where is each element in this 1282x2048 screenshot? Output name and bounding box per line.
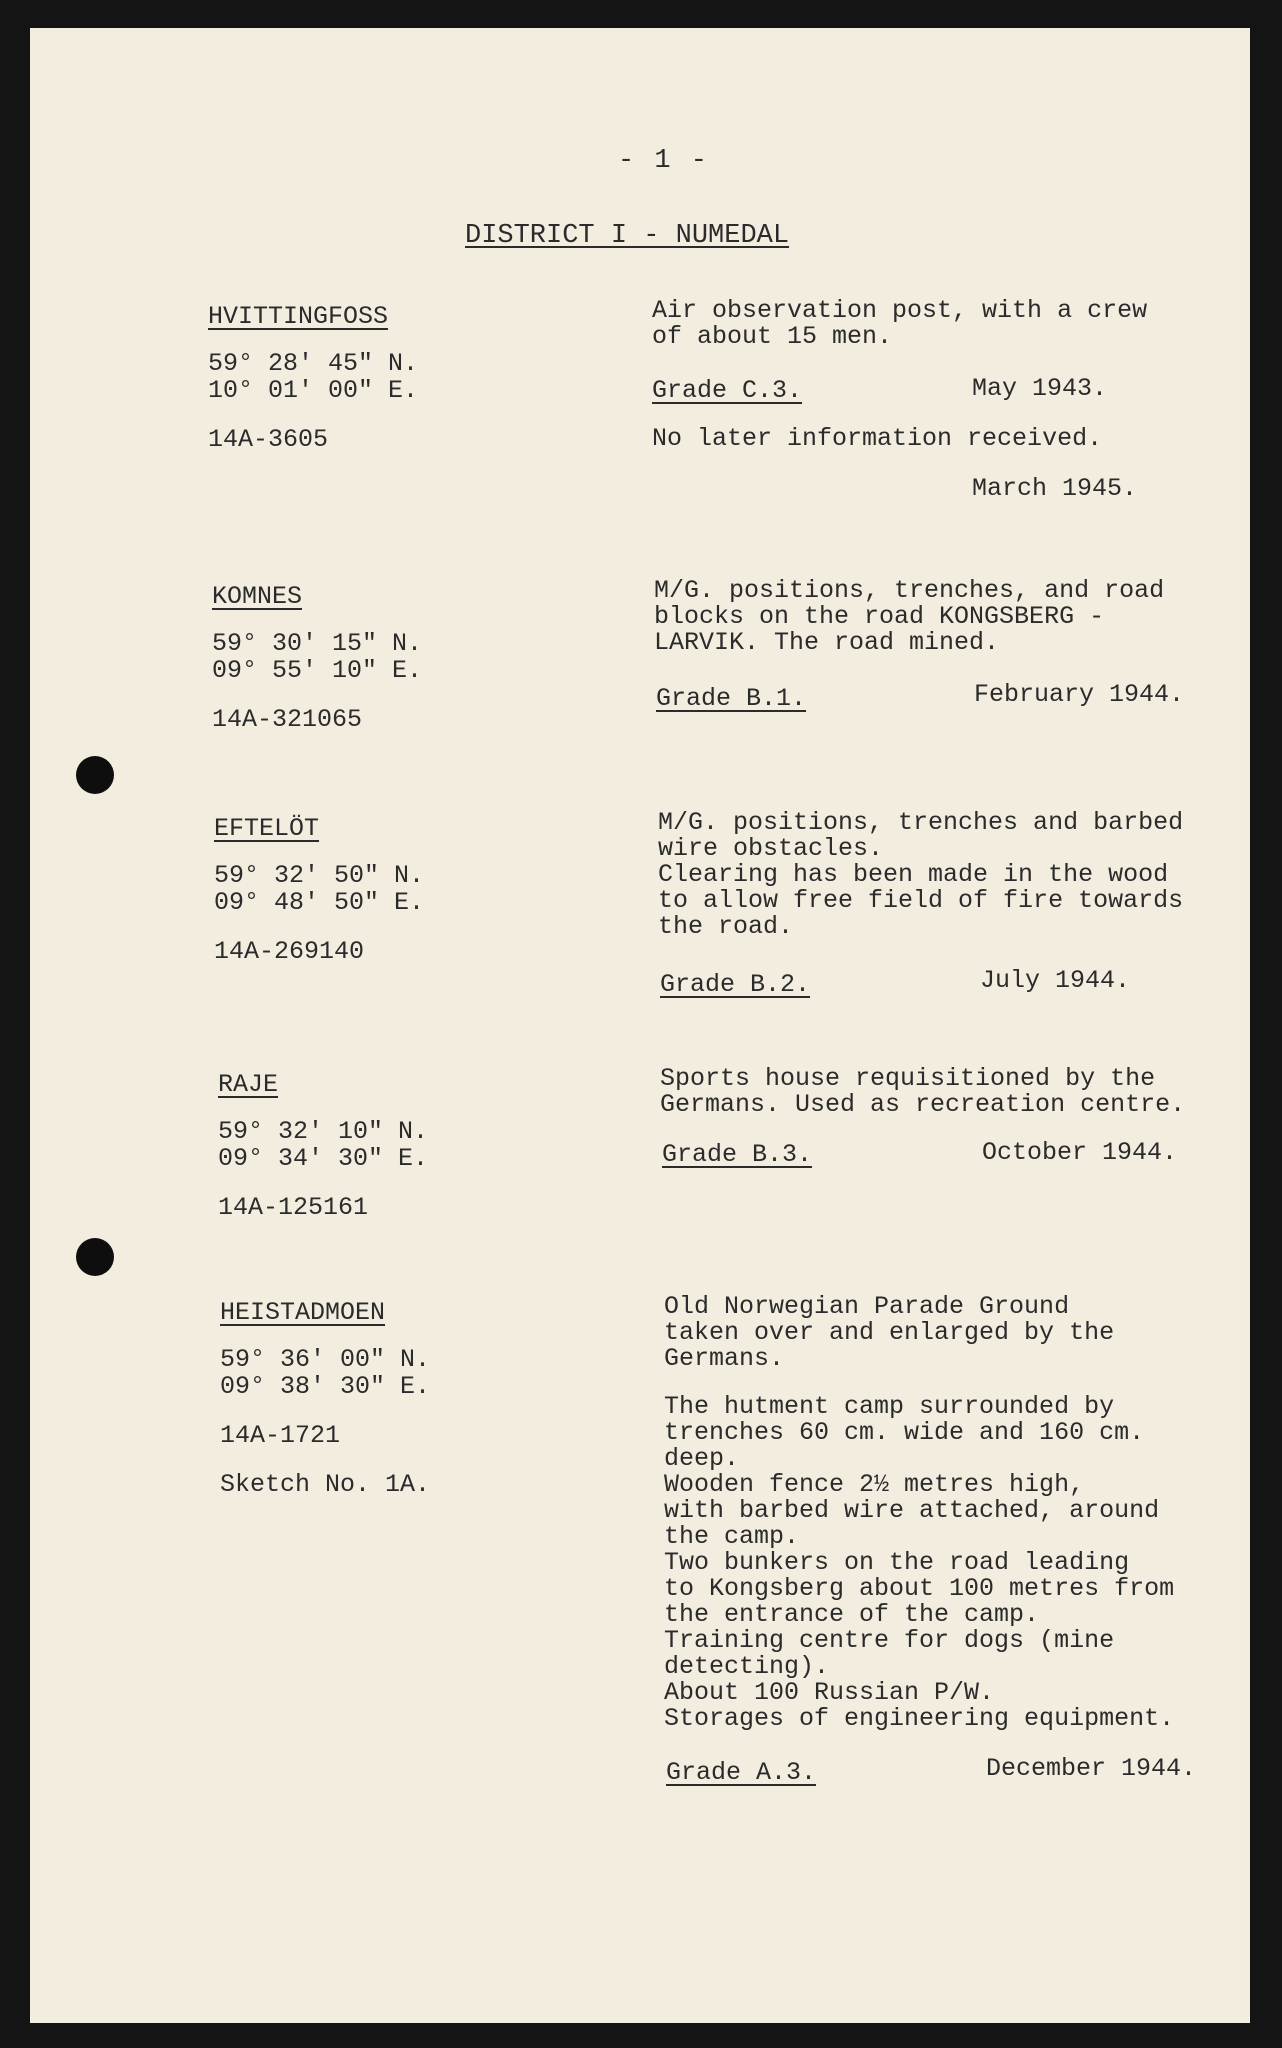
- document-page: [30, 28, 1250, 2023]
- description-text: M/G. positions, trenches and barbed wire obstacles. Clearing has been made in the wood to allow free field of fire towards the road.: [658, 808, 1184, 941]
- entry-description: [652, 298, 1212, 350]
- grade: Grade A.3.: [666, 1758, 817, 1787]
- description-text: Sports house requisitioned by the Germans. Used as recreation centre.: [660, 1064, 1186, 1119]
- grade: Grade B.3.: [662, 1140, 813, 1169]
- punch-hole: [76, 1238, 114, 1276]
- longitude: 09° 34' 30" E.: [218, 1144, 429, 1173]
- grade: Grade B.2.: [660, 970, 811, 999]
- entry-description: [654, 578, 1214, 656]
- place-name: RAJE: [218, 1070, 279, 1099]
- place-name: HEISTADMOEN: [220, 1298, 386, 1327]
- punch-hole: [76, 756, 114, 794]
- entry-description: [664, 1294, 1224, 1372]
- entry-location: [208, 303, 418, 453]
- entry-description-details: [664, 1394, 1224, 1732]
- grade-label: [662, 1140, 812, 1169]
- map-reference: 14A-1721: [220, 1421, 341, 1450]
- entry-date: October 1944.: [982, 1138, 1178, 1167]
- coordinates: [208, 350, 418, 404]
- later-note: [652, 426, 1212, 452]
- place-name: HVITTINGFOSS: [208, 302, 389, 331]
- entry-location: [220, 1299, 430, 1498]
- description-text: Old Norwegian Parade Ground taken over and enlarged by the Germans.: [664, 1292, 1115, 1373]
- grade: Grade B.1.: [656, 684, 807, 713]
- sketch-reference: Sketch No. 1A.: [220, 1470, 431, 1499]
- entry-description: [660, 1066, 1220, 1118]
- grade: Grade C.3.: [652, 376, 803, 405]
- note-date: March 1945.: [972, 474, 1138, 503]
- grade-label: [656, 684, 806, 713]
- entry-location: [212, 583, 422, 733]
- coordinates: [212, 630, 422, 684]
- latitude: 59° 30' 15" N.: [212, 629, 423, 658]
- entry-date: July 1944.: [980, 966, 1131, 995]
- place-name: EFTELÖT: [214, 814, 320, 843]
- note-text: No later information received.: [652, 424, 1103, 453]
- entry-description: [658, 810, 1218, 940]
- longitude: 10° 01' 00" E.: [208, 376, 419, 405]
- description-text: The hutment camp surrounded by trenches 60 cm. wide and 160 cm. deep. Wooden fence 2½ metres high, with barbed wire attached, around the camp. Two bunkers on the road leading to Kongsberg about 100 metres from the entrance of the camp. Training centre for dogs (mine detecting). About 100 Russian P/W. Storages of engineering equipment.: [664, 1392, 1175, 1733]
- entry-date: May 1943.: [972, 374, 1108, 403]
- longitude: 09° 48' 50" E.: [214, 888, 425, 917]
- map-reference: 14A-3605: [208, 425, 329, 454]
- grade-label: [660, 970, 810, 999]
- entry-date: December 1944.: [986, 1754, 1197, 1783]
- coordinates: [218, 1118, 428, 1172]
- grade-label: [652, 376, 802, 405]
- latitude: 59° 36' 00" N.: [220, 1345, 431, 1374]
- longitude: 09° 55' 10" E.: [212, 656, 423, 685]
- coordinates: [220, 1346, 430, 1400]
- description-text: M/G. positions, trenches, and road blocks on the road KONGSBERG - LARVIK. The road mined.: [654, 576, 1165, 657]
- entry-date: February 1944.: [974, 680, 1185, 709]
- latitude: 59° 32' 50" N.: [214, 861, 425, 890]
- page-heading: DISTRICT I - NUMEDAL: [465, 221, 790, 251]
- grade-label: [666, 1758, 816, 1787]
- map-reference: 14A-269140: [214, 937, 365, 966]
- longitude: 09° 38' 30" E.: [220, 1372, 431, 1401]
- page-number: - 1 -: [618, 146, 710, 176]
- map-reference: 14A-321065: [212, 705, 363, 734]
- entry-location: [214, 815, 424, 965]
- map-reference: 14A-125161: [218, 1193, 369, 1222]
- latitude: 59° 32' 10" N.: [218, 1117, 429, 1146]
- coordinates: [214, 862, 424, 916]
- description-text: Air observation post, with a crew of about 15 men.: [652, 296, 1148, 351]
- latitude: 59° 28' 45" N.: [208, 349, 419, 378]
- place-name: KOMNES: [212, 582, 303, 611]
- entry-location: [218, 1071, 428, 1221]
